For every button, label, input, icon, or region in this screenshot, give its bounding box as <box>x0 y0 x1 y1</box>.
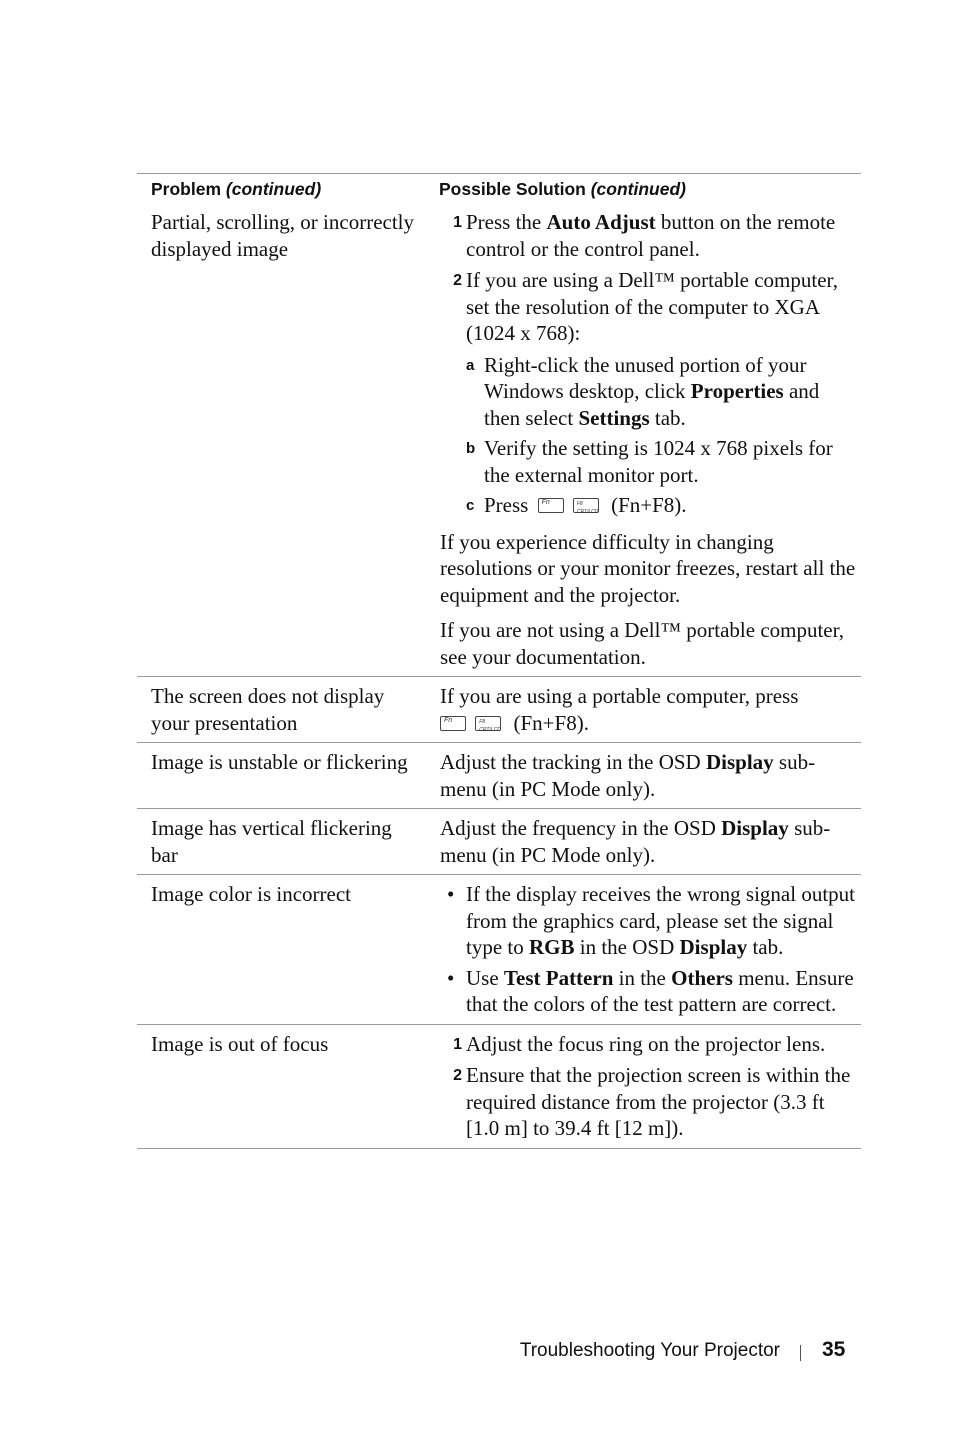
footer-divider <box>800 1345 801 1361</box>
step-text: Adjust the focus ring on the projector lens. <box>466 1031 826 1056</box>
step-text: Ensure that the projection screen is within the required distance from the projector (3.3 ft [1.0 m] to 39.4 ft [12 m]). <box>466 1063 851 1140</box>
bullet-symbol: • <box>447 882 455 906</box>
fn-key-label: Fn <box>541 499 550 506</box>
table-row <box>137 875 861 1025</box>
sub-step-item <box>466 352 857 432</box>
table-row <box>137 677 861 743</box>
bold-term: Test Pattern <box>503 965 614 990</box>
header-solution-label: Possible Solution <box>439 179 586 199</box>
bullet-text: tab. <box>747 935 784 959</box>
bullet-symbol: • <box>447 965 455 990</box>
header-problem-label: Problem <box>151 179 222 199</box>
solution-text: Adjust the tracking in the OSD <box>440 750 706 774</box>
bullet-text: If the display receives the wrong signal output from the graphics card, please set the signal type to <box>466 882 855 959</box>
table-header-row <box>137 174 861 203</box>
f8-key-line2: CRT/LCD <box>576 509 599 515</box>
sub-step-text: Verify the setting is 1024 x 768 pixels for the external monitor port. <box>484 436 833 487</box>
problem-cell: Image color is incorrect <box>151 882 351 906</box>
problem-cell: Image is unstable or flickering <box>151 750 408 774</box>
step-item <box>440 267 857 519</box>
troubleshooting-table <box>137 173 861 1149</box>
table-row <box>137 743 861 809</box>
bullet-text: in the OSD <box>574 935 680 959</box>
bullet-item <box>440 965 857 1018</box>
bold-term: Settings <box>578 405 650 430</box>
header-problem-continued: (continued) <box>225 179 322 199</box>
bold-term: Auto Adjust <box>546 210 656 234</box>
step-number: 2 <box>453 272 462 289</box>
step-text: If you are using a Dell™ portable computer, set the resolution of the computer to XGA (1024 x 768): <box>466 268 838 345</box>
solution-cell <box>426 1025 861 1148</box>
solution-cell <box>426 203 861 676</box>
solution-text: If you are using a portable computer, press <box>440 684 799 708</box>
sub-step-text: and then select <box>484 379 820 430</box>
step-item <box>440 1031 857 1058</box>
problem-cell: Image is out of focus <box>151 1031 329 1056</box>
step-number: 1 <box>453 1035 462 1053</box>
fn-key-label: Fn <box>444 716 453 724</box>
problem-cell: Image has vertical flickering bar <box>151 816 392 867</box>
table-row <box>137 203 861 677</box>
f8-key-line2: CRT/LCD <box>479 726 501 733</box>
step-text: button on the remote control or the control panel. <box>466 210 836 261</box>
step-number: 2 <box>453 1067 462 1084</box>
solution-cell <box>426 875 861 1024</box>
sub-step-letter: b <box>466 440 476 457</box>
step-number: 1 <box>453 214 462 231</box>
sub-step-letter: a <box>466 356 475 374</box>
bold-term: Properties <box>690 379 784 403</box>
problem-cell: Partial, scrolling, or incorrectly displayed image <box>151 210 415 261</box>
sub-step-list <box>466 352 857 519</box>
sub-step-text: tab. <box>649 405 686 430</box>
solution-cell <box>426 743 861 808</box>
sub-step-item <box>466 492 857 519</box>
f8-key-line: F8 <box>479 718 486 725</box>
solution-text: (Fn+F8). <box>513 710 589 735</box>
page-number: 35 <box>822 1338 846 1361</box>
sub-step-item <box>466 435 857 488</box>
f8-crt-lcd-key-icon <box>573 498 599 513</box>
note-paragraph: If you are not using a Dell™ portable computer, see your documentation. <box>440 618 845 669</box>
bold-term: Display <box>721 816 789 840</box>
header-solution-continued: (continued) <box>590 179 686 199</box>
sub-step-letter: c <box>466 497 475 514</box>
sub-step-text: Press <box>484 493 529 517</box>
solution-text: sub-menu (in PC Mode only). <box>440 816 831 867</box>
bullet-text: Use <box>466 965 504 990</box>
note-paragraph: If you experience difficulty in changing resolutions or your monitor freezes, restart all the equipment and the projector. <box>440 529 856 607</box>
f8-key-line: F8 <box>576 501 583 507</box>
f8-key-label <box>479 718 501 734</box>
sub-step-text: (Fn+F8). <box>611 493 687 517</box>
bullet-text: in the <box>613 965 672 990</box>
bold-term: Others <box>671 965 733 990</box>
solution-cell <box>426 677 861 742</box>
header-solution <box>426 174 861 203</box>
sub-step-text: Right-click the unused portion of your Windows desktop, click <box>484 352 807 403</box>
f8-crt-lcd-key-icon <box>475 716 501 731</box>
f8-key-label <box>577 500 599 516</box>
fn-key-icon <box>538 498 564 513</box>
fn-key-icon <box>440 716 466 731</box>
bullet-item <box>440 881 857 961</box>
step-text: Press the <box>466 210 547 234</box>
problem-cell: The screen does not display your presentation <box>151 684 385 735</box>
table-row <box>137 809 861 875</box>
solution-text: Adjust the frequency in the OSD <box>440 816 722 840</box>
solution-cell <box>426 809 861 874</box>
step-item <box>440 209 857 262</box>
footer-title: Troubleshooting Your Projector <box>519 1340 780 1361</box>
step-item <box>440 1062 857 1142</box>
bold-term: Display <box>679 935 748 959</box>
solution-text: sub-menu (in PC Mode only). <box>440 750 816 801</box>
bold-term: Display <box>705 750 774 774</box>
table-row <box>137 1025 861 1149</box>
page-footer <box>0 1336 954 1366</box>
header-problem <box>137 174 426 203</box>
bullet-text: menu. Ensure that the colors of the test pattern are correct. <box>466 965 854 1016</box>
bold-term: RGB <box>529 935 575 959</box>
